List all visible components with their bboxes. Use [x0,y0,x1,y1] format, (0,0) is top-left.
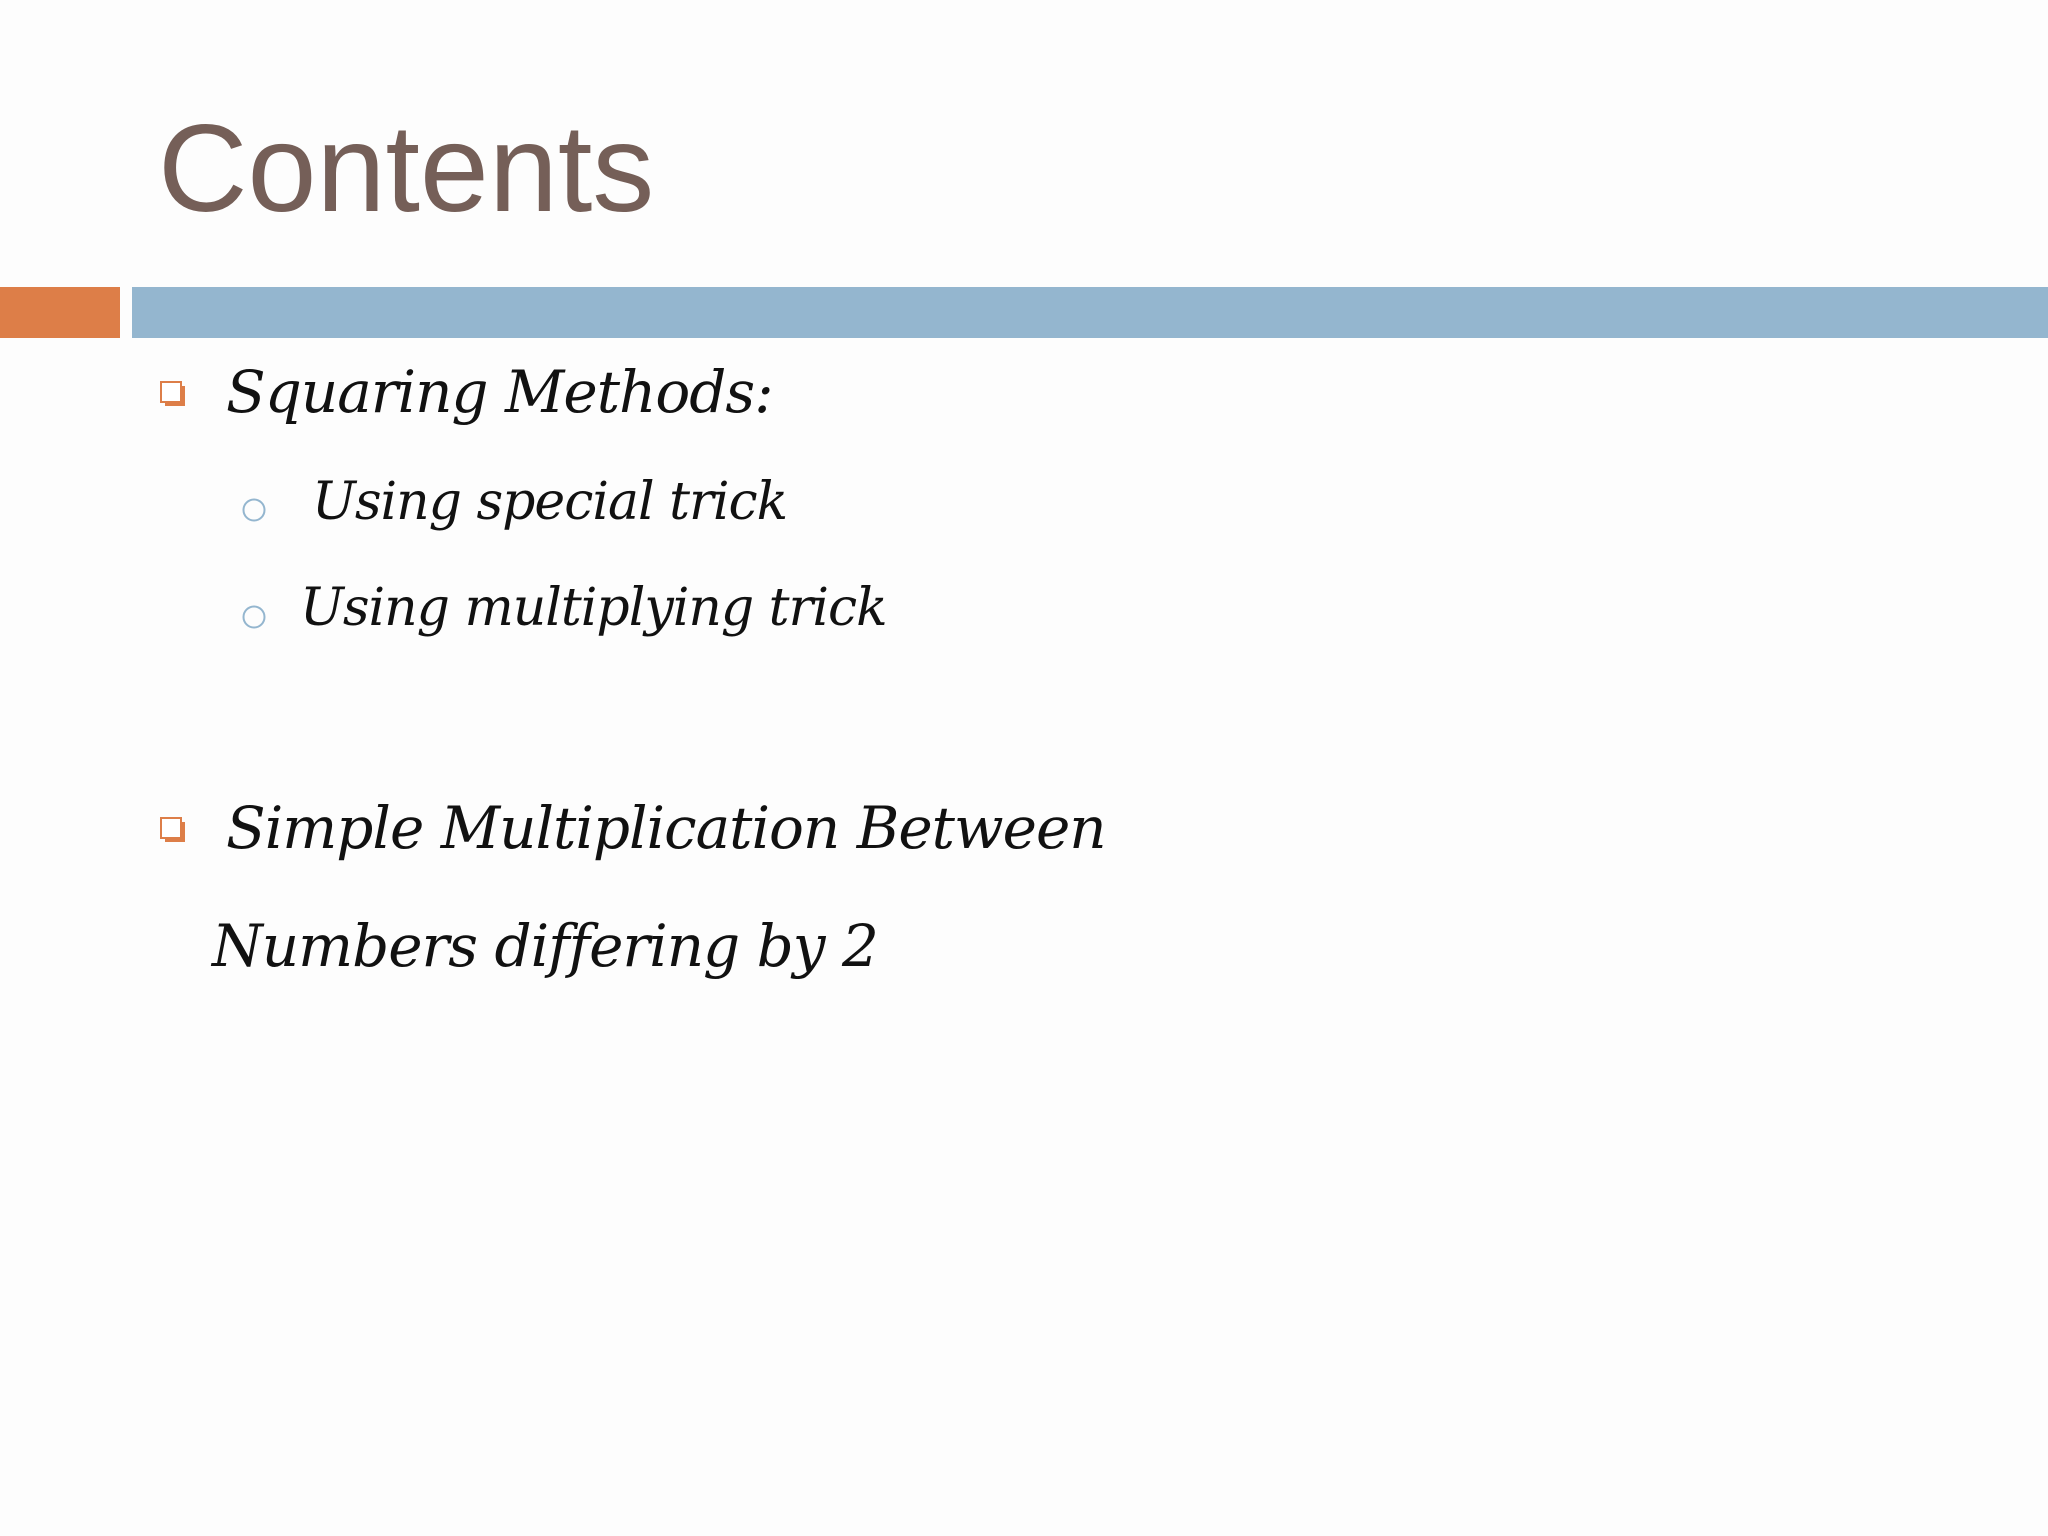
slide-title: Contents [158,100,655,238]
list-item-squaring-methods: Squaring Methods: [226,358,773,426]
title-divider-bar [132,287,2048,338]
list-item-simple-multiplication: Simple Multiplication Between [226,794,1106,862]
list-item-continuation: Numbers differing by 2 [212,912,878,980]
circle-bullet-icon [241,604,267,630]
square-bullet-icon [160,817,186,843]
circle-bullet-icon [241,497,267,523]
square-bullet-icon [160,381,186,407]
accent-bar [0,287,120,338]
sub-item-special-trick: Using special trick [312,472,788,532]
sub-item-multiplying-trick: Using multiplying trick [300,578,887,638]
